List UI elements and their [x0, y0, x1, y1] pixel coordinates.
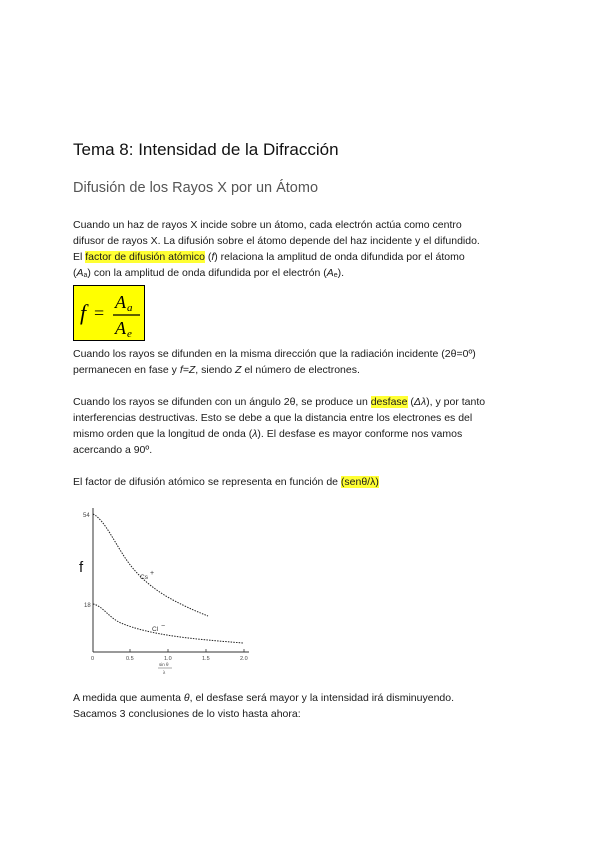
x-tick-1-0: 1.0: [164, 656, 172, 662]
symbol-lambda: λ: [252, 428, 258, 440]
highlight-sen-theta-lambda: (senθ/λ): [340, 476, 379, 488]
subscript: a: [83, 272, 88, 279]
text-span: ). El desfase es mayor conforme nos vamos: [257, 428, 463, 440]
text-span: (: [407, 396, 414, 408]
paragraph-line: [73, 394, 528, 410]
symbol-fz: f=Z: [179, 364, 196, 376]
paragraph-desfase: [73, 394, 528, 458]
text-span: el número de electrones.: [241, 364, 360, 376]
equation-numerator-sub: a: [127, 302, 133, 314]
symbol-f: f: [211, 251, 215, 263]
text-span: , siendo: [195, 364, 235, 376]
symbol-A: A: [76, 267, 84, 279]
paragraph-line: Sacamos 3 conclusiones de lo visto hasta ahora:: [73, 708, 301, 720]
text-span: , el desfase será mayor y la intensidad irá disminuyendo.: [189, 692, 455, 704]
text-span: ).: [337, 267, 345, 279]
x-label-numerator: sin θ: [159, 662, 169, 667]
text-span: A medida que aumenta: [73, 692, 184, 704]
highlight-desfase: desfase: [370, 396, 408, 408]
x-tick-2-0: 2.0: [240, 656, 248, 662]
y-axis-label: f: [79, 559, 84, 576]
paragraph-line: [73, 690, 528, 706]
paragraph-fase: [73, 346, 528, 378]
paragraph-line: [73, 249, 528, 265]
equation-numerator: A: [115, 292, 126, 312]
x-tick-0-5: 0.5: [126, 656, 134, 662]
equation-equals: =: [94, 303, 105, 323]
paragraph-intro: [73, 217, 528, 284]
paragraph-representacion: [73, 474, 528, 490]
equation-box: [73, 285, 145, 341]
paragraph-line: Cuando un haz de rayos X incide sobre un átomo, cada electrón actúa como centro: [73, 219, 462, 231]
paragraph-line: interferencias destructivas. Esto se debe a que la distancia entre los electrones es del: [73, 412, 473, 424]
equation-denominator-sub: e: [127, 328, 132, 340]
page-title: Tema 8: Intensidad de la Difracción: [73, 140, 339, 159]
text-span: ) con la amplitud de onda difundida por el electrón (: [87, 267, 327, 279]
section-subtitle: Difusión de los Rayos X por un Átomo: [73, 180, 319, 196]
x-label-denominator: λ: [163, 670, 166, 675]
subscript: e: [333, 272, 338, 279]
curve-label-cl: Cl: [152, 626, 159, 633]
equation-denominator: A: [115, 318, 126, 338]
highlight-factor-difusion: factor de difusión atómico: [85, 251, 205, 263]
curve-cs-plus: [93, 514, 208, 616]
symbol-delta-lambda: Δλ: [413, 396, 427, 408]
paragraph-conclusion: [73, 690, 528, 722]
curve-label-cs-sup: +: [150, 570, 155, 577]
text-span: El: [73, 251, 86, 263]
symbol-z: Z: [235, 364, 242, 376]
paragraph-line: [73, 265, 528, 284]
y-tick-54: 54: [83, 513, 90, 519]
symbol-A: A: [326, 267, 334, 279]
x-tick-0: 0: [91, 656, 95, 662]
scattering-plot: [73, 500, 258, 680]
y-tick-18: 18: [84, 603, 91, 609]
curve-cl-minus: [93, 604, 243, 643]
paragraph-line: [73, 426, 528, 442]
text-span: (: [204, 251, 212, 263]
curve-label-cs: Cs: [140, 574, 148, 581]
equation-lhs: f: [80, 300, 87, 325]
text-span: ), y por tanto: [426, 396, 486, 408]
x-tick-1-5: 1.5: [202, 656, 210, 662]
curve-label-cl-sup: −: [161, 623, 166, 630]
paragraph-line: difusor de rayos X. La difusión sobre el átomo depende del haz incidente y el difundido.: [73, 235, 480, 247]
paragraph-line: acercando a 90º.: [73, 444, 153, 456]
text-span: mismo orden que la longitud de onda (: [73, 428, 253, 440]
text-span: permanecen en fase y: [73, 364, 180, 376]
scattering-factor-figure: [73, 500, 258, 680]
equation-formula: [74, 286, 146, 342]
symbol-theta: θ: [183, 692, 190, 704]
text-span: ) relaciona la amplitud de onda difundida por el átomo: [214, 251, 465, 263]
paragraph-line: [73, 362, 528, 378]
paragraph-line: Cuando los rayos se difunden en la misma dirección que la radiación incidente (2θ=0º): [73, 348, 476, 360]
text-span: El factor de difusión atómico se representa en función de: [73, 476, 341, 488]
text-span: (: [73, 267, 77, 279]
text-span: Cuando los rayos se difunden con un ángulo 2θ, se produce un: [73, 396, 371, 408]
